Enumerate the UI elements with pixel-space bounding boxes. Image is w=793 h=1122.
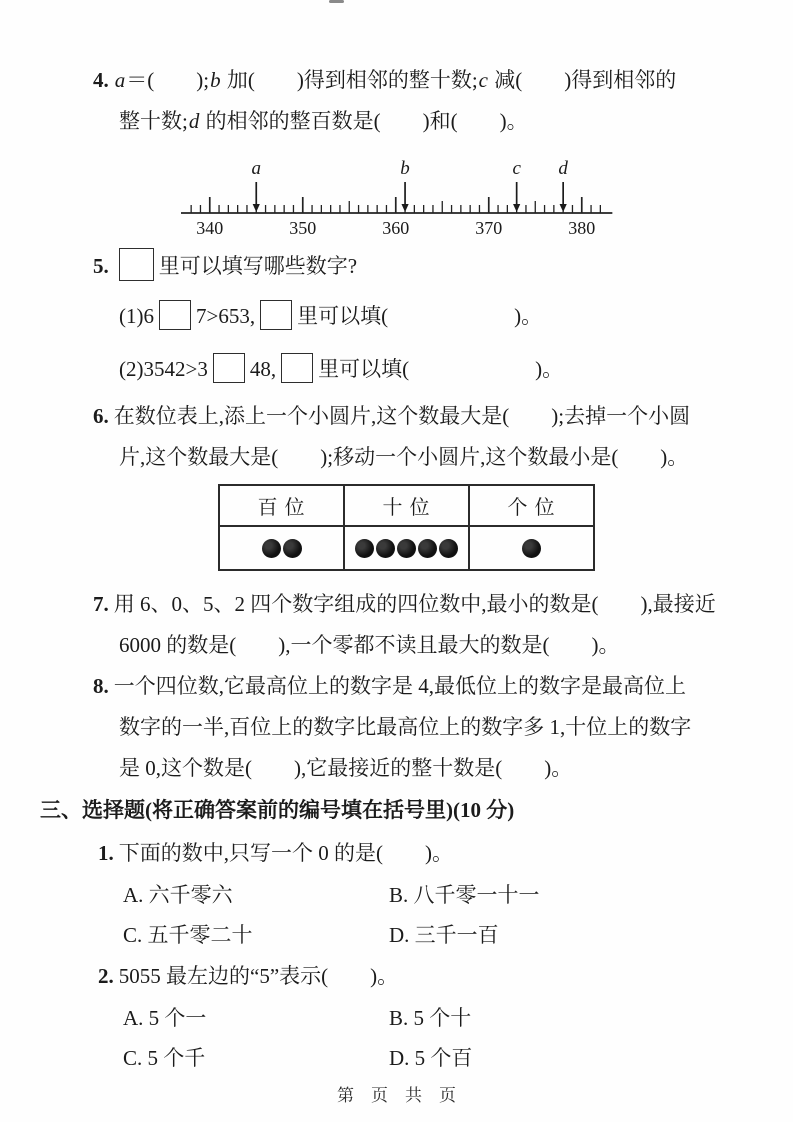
svg-text:b: b	[400, 158, 410, 179]
counter-dot	[355, 539, 374, 558]
question-8-line-2	[119, 707, 793, 748]
col-header-ones: 个位	[469, 485, 594, 526]
question-5-2-text: (2)3542>3	[119, 357, 208, 381]
section3-q2-options-row-2	[123, 1038, 793, 1078]
section3-q2-options-row-1	[123, 998, 793, 1038]
dots-ones	[469, 526, 594, 570]
blank-box	[281, 353, 313, 383]
section3-q1-options-row-1	[123, 875, 793, 915]
dots-tens	[344, 526, 469, 570]
question-8-number: 8.	[93, 674, 109, 698]
question-7-number: 7.	[93, 592, 109, 616]
counter-dot	[439, 539, 458, 558]
page-footer: 第 页 共 页	[337, 1086, 456, 1105]
question-5-text: 里可以填写哪些数字?	[158, 254, 358, 278]
question-5-1-text: (1)6	[119, 304, 154, 328]
section3-q1-number: 1.	[98, 841, 114, 865]
counter-dot	[283, 539, 302, 558]
svg-text:350: 350	[289, 218, 317, 238]
place-value-table	[218, 484, 595, 571]
section-3-heading: 三、选择题(将正确答案前的编号填在括号里)(10 分)	[40, 798, 515, 822]
blank-box	[159, 300, 191, 330]
question-5-sub-2	[119, 343, 793, 396]
section3-q2-number: 2.	[98, 964, 114, 988]
counter-dot	[522, 539, 541, 558]
question-8-line-1	[93, 666, 793, 707]
svg-text:370: 370	[475, 218, 503, 238]
question-6-number: 6.	[93, 404, 109, 428]
question-5-2-text: 48,	[249, 357, 277, 381]
section3-question-2	[98, 955, 793, 998]
blank-box	[119, 248, 154, 281]
question-4-text: 减( )得到相邻的	[488, 68, 677, 92]
variable-d: d	[188, 109, 200, 133]
counter-dot	[376, 539, 395, 558]
counter-dot	[397, 539, 416, 558]
section3-q2-text: 5055 最左边的“5”表示( )。	[118, 964, 399, 988]
svg-text:a: a	[251, 158, 262, 179]
blank-box	[213, 353, 245, 383]
question-7-line-1	[93, 584, 793, 625]
question-6-line-1	[93, 396, 793, 437]
option-c: C. 五千零二十	[123, 923, 253, 947]
question-5-intro	[93, 243, 793, 290]
question-8-text: 数字的一半,百位上的数字比最高位上的数字多 1,十位上的数字	[119, 715, 692, 739]
question-4-text: ＝( );	[126, 68, 210, 92]
question-5-1-text: 7>653,	[196, 304, 256, 328]
question-5-1-text: 里可以填( )。	[297, 304, 543, 328]
number-line-figure	[180, 155, 793, 239]
question-7-line-2	[119, 625, 793, 666]
number-line-svg	[180, 155, 616, 239]
question-6-line-2	[119, 437, 793, 478]
question-4-number: 4.	[93, 68, 109, 92]
section3-question-1	[98, 832, 793, 875]
question-4-text: 的相邻的整百数是( )和( )。	[200, 109, 528, 133]
svg-text:c: c	[512, 158, 521, 179]
table-header-row	[219, 485, 594, 526]
question-6-text: 片,这个数最大是( );移动一个小圆片,这个数最小是( )。	[119, 445, 689, 469]
question-8-text: 是 0,这个数是( ),它最接近的整十数是( )。	[119, 756, 573, 780]
col-header-hundreds: 百位	[219, 485, 344, 526]
variable-a: a	[114, 68, 126, 92]
question-7-text: 用 6、0、5、2 四个数字组成的四位数中,最小的数是( ),最接近	[113, 592, 716, 616]
question-5-2-text: 里可以填( )。	[318, 357, 564, 381]
option-d: D. 5 个百	[389, 1046, 473, 1070]
question-4-line-1	[93, 60, 793, 101]
option-d: D. 三千一百	[389, 923, 499, 947]
question-4-text: 整十数;	[119, 109, 188, 133]
option-b: B. 八千零一十一	[389, 883, 540, 907]
blank-box	[260, 300, 292, 330]
col-header-tens: 十位	[344, 485, 469, 526]
option-a: A. 5 个一	[123, 1006, 207, 1030]
svg-text:360: 360	[382, 218, 410, 238]
section3-q1-options-row-2	[123, 915, 793, 955]
question-4-text: 加( )得到相邻的整十数;	[221, 68, 478, 92]
svg-text:380: 380	[568, 218, 596, 238]
option-b: B. 5 个十	[389, 1006, 472, 1030]
counter-dot	[418, 539, 437, 558]
question-4-line-2	[119, 101, 793, 142]
option-a: A. 六千零六	[123, 883, 233, 907]
question-6-text: 在数位表上,添上一个小圆片,这个数最大是( );去掉一个小圆	[113, 404, 691, 428]
question-7-text: 6000 的数是( ),一个零都不读且最大的数是( )。	[119, 633, 620, 657]
question-8-text: 一个四位数,它最高位上的数字是 4,最低位上的数字是最高位上	[113, 674, 686, 698]
section3-q1-text: 下面的数中,只写一个 0 的是( )。	[118, 841, 453, 865]
svg-text:340: 340	[196, 218, 224, 238]
dots-hundreds	[219, 526, 344, 570]
question-5-sub-1	[119, 290, 793, 343]
variable-c: c	[478, 68, 488, 92]
question-5-number: 5.	[93, 254, 109, 278]
scan-artifact	[329, 0, 344, 3]
question-8-line-3	[119, 748, 793, 789]
option-c: C. 5 个千	[123, 1046, 206, 1070]
variable-b: b	[210, 68, 221, 92]
table-dots-row	[219, 526, 594, 570]
svg-text:d: d	[558, 158, 568, 179]
counter-dot	[262, 539, 281, 558]
